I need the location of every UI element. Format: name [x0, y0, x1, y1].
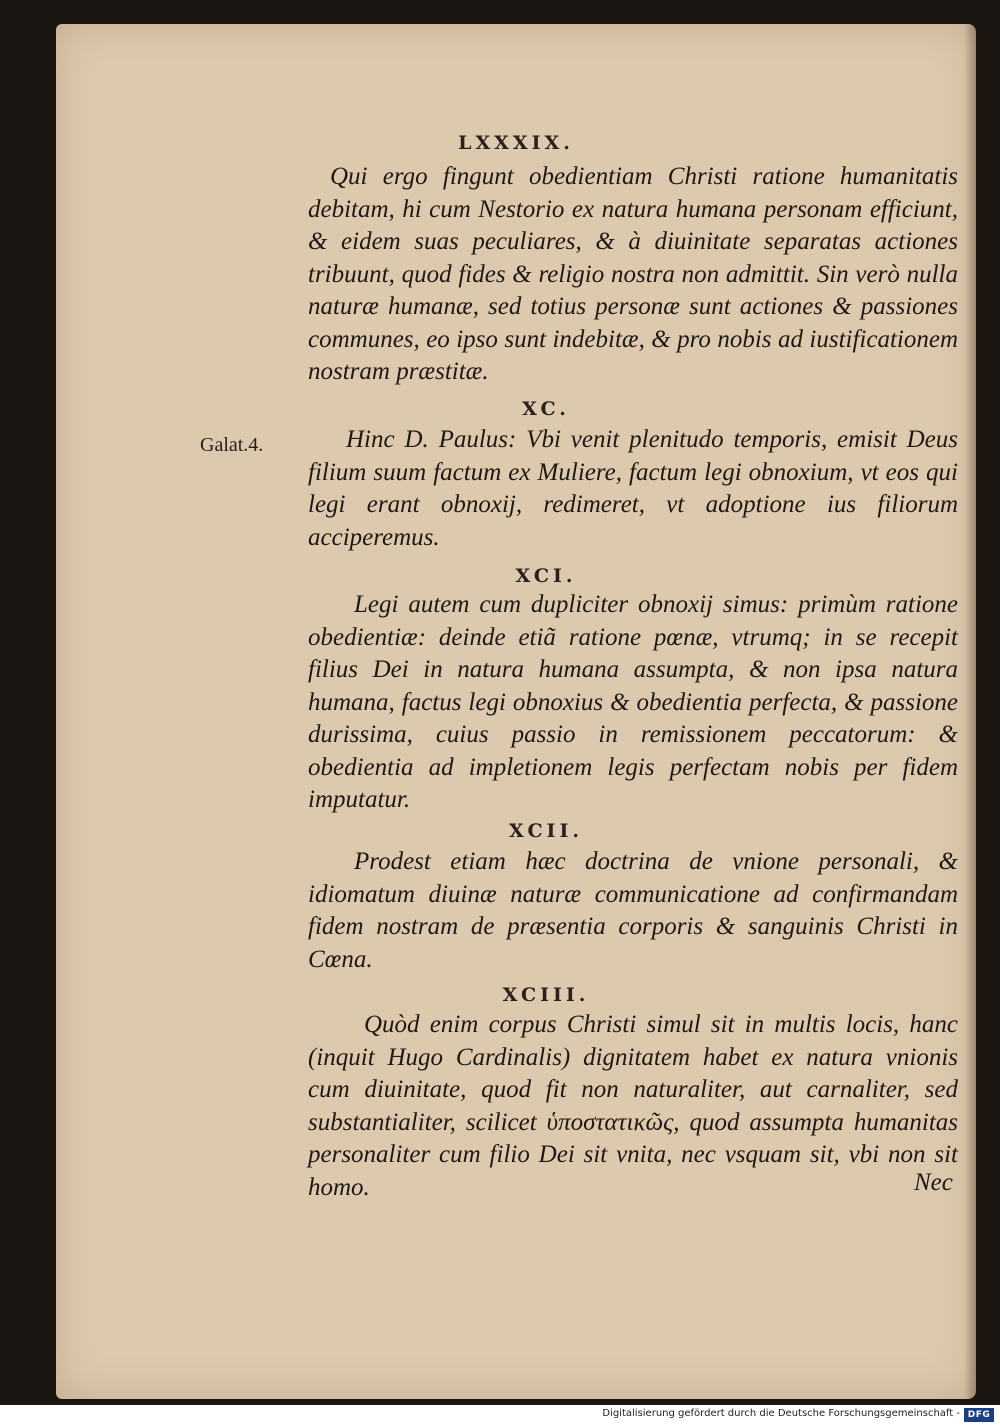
section-heading-xci: XCI.: [515, 565, 577, 587]
paragraph-xcii: Prodest etiam hæc doctrina de vnione personali, & idiomatum diuinæ naturæ communicatione ad confirmandam fidem nostram de præsentia corporis & sanguinis Christi in Cœna.: [308, 848, 958, 973]
paragraph-1: Qui ergo fingunt obedientiam Christi ratione humanitatis debitam, hi cum Nestorio ex natura humana personam efficiunt, & eidem suas peculiares, & à diuinitate separatas actiones tribuunt, quod fides & religio nostra non admittit. Sin verò nulla naturæ humanæ, sed totius personæ sunt actiones & passiones communes, eo ipso sunt indebitæ, & pro nobis ad iustificationem nostram præstitæ.: [308, 163, 958, 385]
book-page: [56, 24, 976, 1399]
footer-bar: [0, 1405, 1000, 1425]
section-heading-xcii: XCII.: [509, 820, 583, 842]
page-number: LXXXIX.: [458, 132, 574, 154]
footer-credit: Digitalisierung gefördert durch die Deutsche Forschungsgemeinschaft -: [602, 1408, 960, 1419]
catchword: Nec: [914, 1169, 953, 1196]
paragraph-xc: Hinc D. Paulus: Vbi venit plenitudo temporis, emisit Deus filium suum factum ex Muliere, factum legi obnoxium, vt eos qui legi erant obnoxij, redimeret, vt adoptione ius filiorum acciperemus.: [308, 426, 958, 551]
paragraph-xciii: Quòd enim corpus Christi simul sit in multis locis, hanc (inquit Hugo Cardinalis) dignitatem habet ex natura vnionis cum diuinitate, quod fit non naturaliter, aut carnaliter, sed substantialiter, scilicet ὑποστατικῶς, quod assumpta humanitas personaliter cum filio Dei sit vnita, nec vsquam sit, vbi non sit homo.: [308, 1011, 958, 1201]
section-heading-xciii: XCIII.: [502, 984, 590, 1006]
dfg-logo-icon: DFG: [964, 1408, 994, 1422]
margin-note: Galat.4.: [200, 434, 264, 456]
paragraph-xci: Legi autem cum dupliciter obnoxij simus: primùm ratione obedientiæ: deinde etiã ratione pœnæ, vtrumq; in se recepit filius Dei in natura humana assumpta, & non ipsa natura humana, factus legi obnoxius & obedientia perfecta, & passione durissima, cuius passio in remissionem peccatorum: & obedientia ad impletionem legis perfectam nobis per fidem imputatur.: [308, 591, 958, 813]
page-edge-shadow: [964, 24, 976, 1399]
section-heading-xc: XC.: [522, 398, 570, 420]
